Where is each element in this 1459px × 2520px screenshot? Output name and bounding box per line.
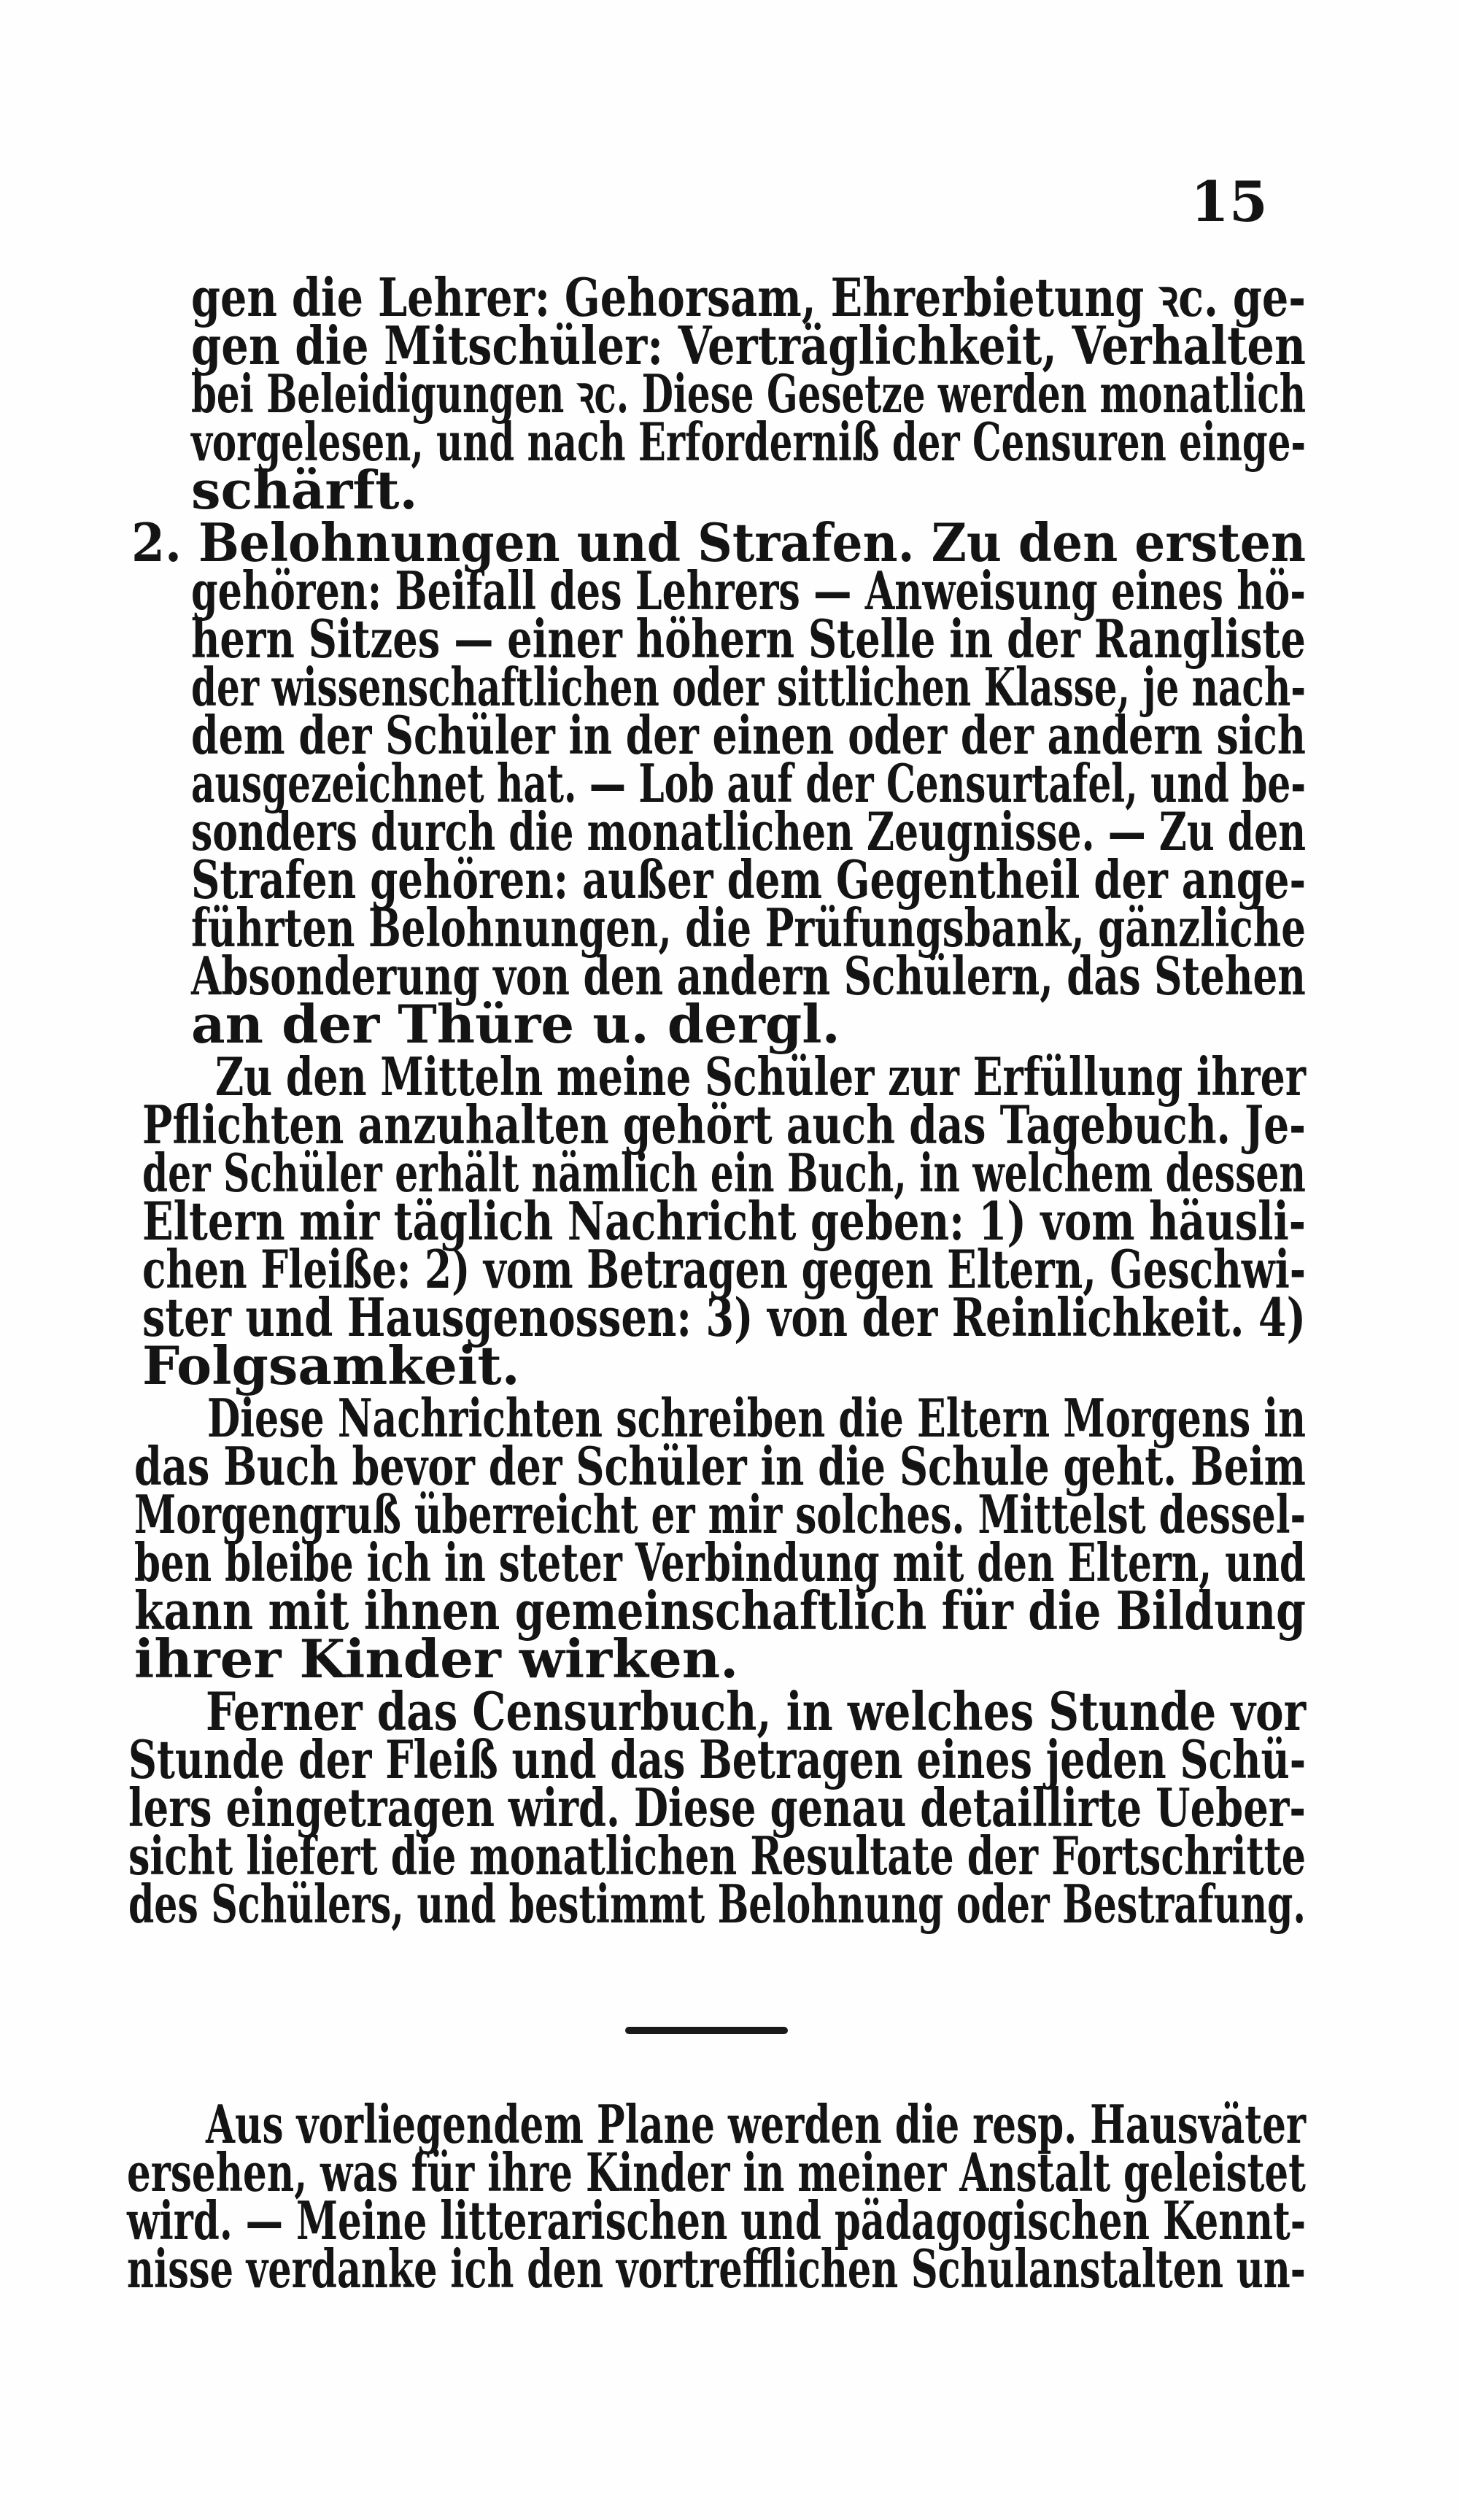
line-text: Diese Nachrichten schreiben die Eltern Morgens in	[207, 1387, 1307, 1449]
line-text: das Buch bevor der Schüler in die Schule geht. Beim	[134, 1435, 1306, 1497]
line-text: ersehen, was für ihre Kinder in meiner Anstalt geleistet	[127, 2141, 1306, 2203]
line-text: Zu den Mitteln meine Schüler zur Erfüllung ihrer	[215, 1046, 1307, 1108]
page-number: 15	[1191, 169, 1268, 234]
line-text: hern Sitzes — einer höhern Stelle in der Rangliste	[191, 608, 1306, 670]
line-text: Absonderung von den andern Schülern, das Stehen	[191, 945, 1306, 1007]
line-text: 2. Belohnungen und Strafen. Zu den ersten	[131, 511, 1307, 573]
text-line	[128, 1873, 1459, 1935]
section-divider	[625, 2027, 788, 2034]
line-text: der wissenschaftlichen oder sittlichen Klasse, je nach-	[191, 656, 1306, 718]
line-text: Eltern mir täglich Nachricht geben: 1) vom häusli-	[142, 1190, 1307, 1252]
line-text: kann mit ihnen gemeinschaftlich für die Bildung	[134, 1580, 1306, 1642]
line-text: führten Belohnungen, die Prüfungsbank, gänzliche	[191, 897, 1306, 959]
line-text: gen die Mitschüler: Verträglichkeit, Verhalten	[191, 314, 1306, 376]
line-text: Ferner das Censurbuch, in welches Stunde vor	[206, 1680, 1307, 1742]
line-text: chen Fleiße: 2) vom Betragen gegen Eltern, Geschwi-	[142, 1238, 1307, 1300]
line-text: nisse verdanke ich den vortrefflichen Schulanstalten un-	[127, 2238, 1306, 2300]
line-text: sicht liefert die monatlichen Resultate der Fortschritte	[128, 1825, 1306, 1887]
text-line	[134, 1628, 739, 1690]
line-text: Strafen gehören: außer dem Gegentheil der ange-	[191, 849, 1307, 911]
line-text: schärft.	[191, 459, 418, 521]
line-text: Folgsamkeit.	[142, 1334, 520, 1396]
line-text: an der Thüre u. dergl.	[191, 993, 840, 1055]
line-text: gehören: Beifall des Lehrers — Anweisung eines hö-	[191, 560, 1306, 622]
line-text: ster und Hausgenossen: 3) von der Reinlichkeit. 4)	[142, 1286, 1306, 1348]
line-text: gen die Lehrer: Gehorsam, Ehrerbietung ꝛc. ge-	[191, 266, 1307, 328]
text-line	[142, 1334, 520, 1396]
line-text: der Schüler erhält nämlich ein Buch, in welchem dessen	[142, 1142, 1306, 1204]
text-line	[191, 993, 840, 1055]
line-text: Aus vorliegendem Plane werden die resp. Hausväter	[206, 2093, 1307, 2155]
line-text: Morgengruß überreicht er mir solches. Mittelst dessel-	[134, 1483, 1306, 1545]
line-text: ausgezeichnet hat. — Lob auf der Censurtafel, und be-	[191, 752, 1307, 814]
line-text: ihrer Kinder wirken.	[134, 1628, 739, 1690]
line-text: lers eingetragen wird. Diese genau detaillirte Ueber-	[128, 1777, 1307, 1839]
line-text: wird. — Meine litterarischen und pädagogischen Kennt-	[127, 2189, 1307, 2252]
line-text: sonders durch die monatlichen Zeugnisse. — Zu den	[191, 800, 1307, 862]
text-line	[191, 459, 418, 521]
line-text: Stunde der Fleiß und das Betragen eines jeden Schü-	[128, 1728, 1307, 1790]
line-text: vorgelesen, und nach Erforderniß der Censuren einge-	[191, 411, 1307, 473]
line-text: Pflichten anzuhalten gehört auch das Tagebuch. Je-	[142, 1094, 1306, 1156]
line-text: dem der Schüler in der einen oder der andern sich	[191, 704, 1306, 766]
line-text: des Schülers, und bestimmt Belohnung oder Bestrafung.	[128, 1873, 1306, 1935]
text-line	[127, 2238, 1459, 2300]
line-text: ben bleibe ich in steter Verbindung mit den Eltern, und	[134, 1531, 1306, 1593]
line-text: bei Beleidigungen ꝛc. Diese Gesetze werden monatlich	[191, 363, 1307, 425]
